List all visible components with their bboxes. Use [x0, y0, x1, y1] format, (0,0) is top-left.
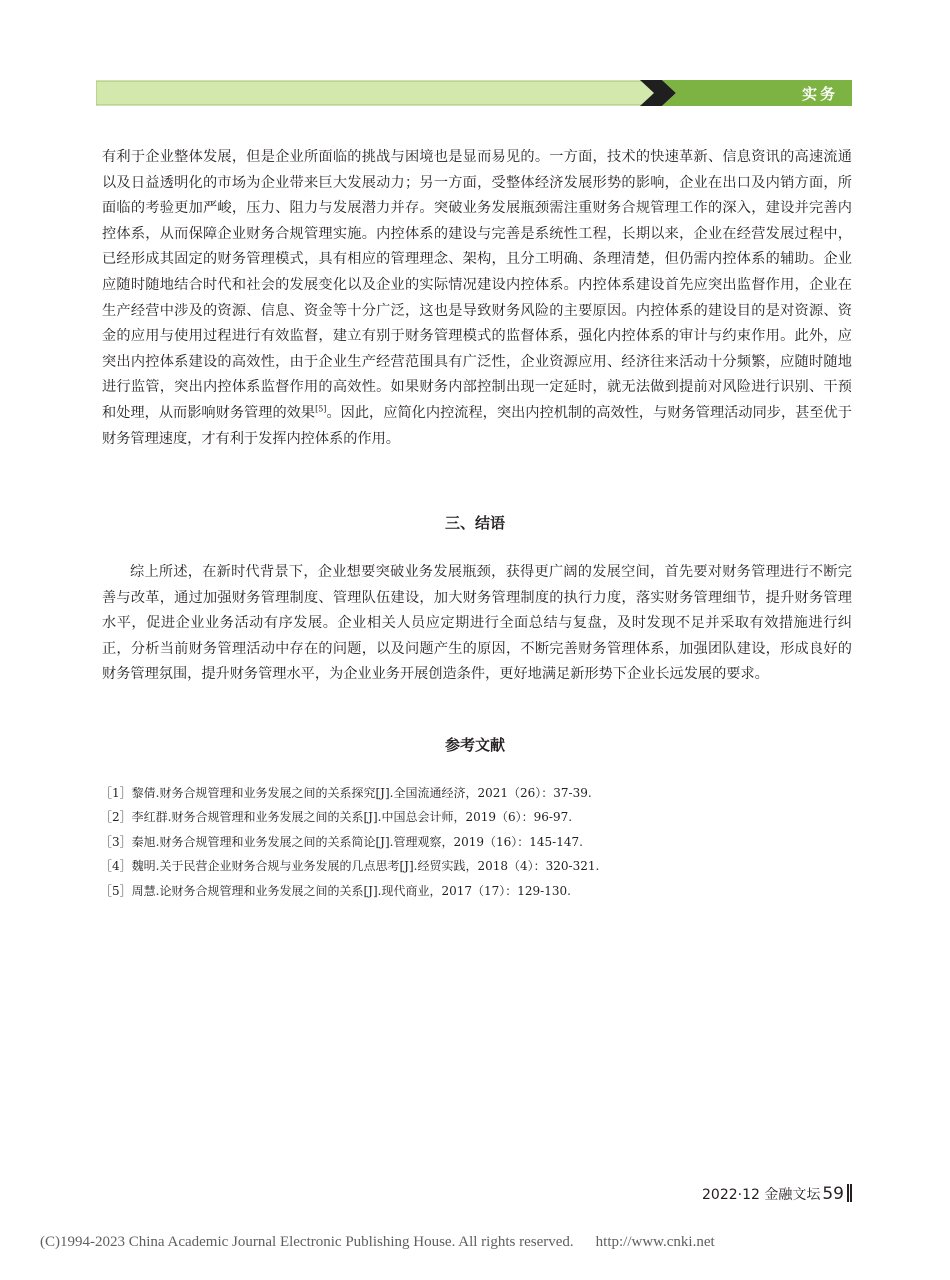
- reference-list: [100, 781, 860, 903]
- footer-bars-icon: [847, 1184, 852, 1202]
- reference-item: ［2］李红群.财务合规管理和业务发展之间的关系[J].中国总会计师，2019（6）：96-97.: [100, 810, 573, 825]
- reference-item: ［3］秦旭.财务合规管理和业务发展之间的关系简论[J].管理观察，2019（16）：145-147.: [100, 834, 583, 849]
- copyright-text: (C)1994-2023 China Academic Journal Electronic Publishing House. All rights reserved.: [40, 1234, 574, 1250]
- conclusion-paragraph: 综上所述，在新时代背景下，企业想要突破业务发展瓶颈，获得更广阔的发展空间，首先要对财务管理进行不断完善与改革，通过加强财务管理制度、管理队伍建设，加大财务管理制度的执行力度，落实财务管理细节，提升财务管理水平，促进企业业务活动有序发展。企业相关人员应定期进行全面总结与复盘，及时发现不足并采取有效措施进行纠正，分析当前财务管理活动中存在的问题，以及问题产生的原因，不断完善财务管理体系，加强团队建设，形成良好的财务管理氛围，提升财务管理水平，为企业业务开展创造条件，更好地满足新形势下企业长远发展的要求。: [102, 564, 852, 683]
- section-label: 实务: [801, 85, 838, 103]
- body-paragraph-1: [102, 145, 852, 452]
- issue-number: 2022·12: [702, 1187, 760, 1203]
- reference-item: ［5］周慧.论财务合规管理和业务发展之间的关系[J].现代商业，2017（17）：129-130.: [100, 883, 571, 898]
- running-header: [96, 80, 852, 106]
- paragraph-text-continued: 。因此，应简化内控流程，突出内控机制的高效性，与财务管理活动同步，甚至优于财务管理速度，才有利于发挥内控体系的作用。: [102, 404, 852, 447]
- page-number: 59: [822, 1184, 844, 1204]
- citation-superscript: [5]: [315, 404, 327, 414]
- reference-item: ［1］黎倩.财务合规管理和业务发展之间的关系探究[J].全国流通经济，2021（26）：37-39.: [100, 786, 592, 800]
- paragraph-text: 有利于企业整体发展，但是企业所面临的挑战与困境也是显而易见的。一方面，技术的快速革新、信息资讯的高速流通以及日益透明化的市场为企业带来巨大发展动力；另一方面，受整体经济发展形势的影响，企业在出口及内销方面，所面临的考验更加严峻，压力、阻力与发展潜力并存。突破业务发展瓶颈需注重财务合规管理工作的深入，建设并完善内控体系，从而保障企业财务合规管理实施。内控体系的建设与完善是系统性工程，长期以来，企业在经营发展过程中，已经形成其固定的财务管理模式，具有相应的管理理念、架构，且分工明确、条理清楚，但仍需内控体系的辅助。企业应随时随地结合时代和社会的发展变化以及企业的实际情况建设内控体系。内控体系建设首先应突出监督作用，企业在生产经营中涉及的资源、信息、资金等十分广泛，这也是导致财务风险的主要原因。内控体系的建设目的是对资源、资金的应用与使用过程进行有效监督，建立有别于财务管理模式的监督体系，强化内控体系的审计与约束作用。此外，应突出内控体系建设的高效性，由于企业生产经营范围具有广泛性，企业资源应用、经济往来活动十分频繁，应随时随地进行监管，突出内控体系监督作用的高效性。如果财务内部控制出现一定延时，就无法做到提前对风险进行识别、干预和处理，从而影响财务管理的效果: [102, 149, 852, 421]
- references-heading: 参考文献: [444, 736, 505, 754]
- header-banner-graphic: [96, 80, 852, 106]
- section-heading: 三、结语: [444, 514, 505, 532]
- page-footer: [702, 1184, 852, 1204]
- reference-item: ［4］魏明.关于民营企业财务合规与业务发展的几点思考[J].经贸实践，2018（4）：320-321.: [100, 859, 600, 874]
- journal-name: 金融文坛: [764, 1187, 821, 1203]
- cnki-link[interactable]: http://www.cnki.net: [595, 1234, 715, 1250]
- copyright-line: [40, 1234, 715, 1251]
